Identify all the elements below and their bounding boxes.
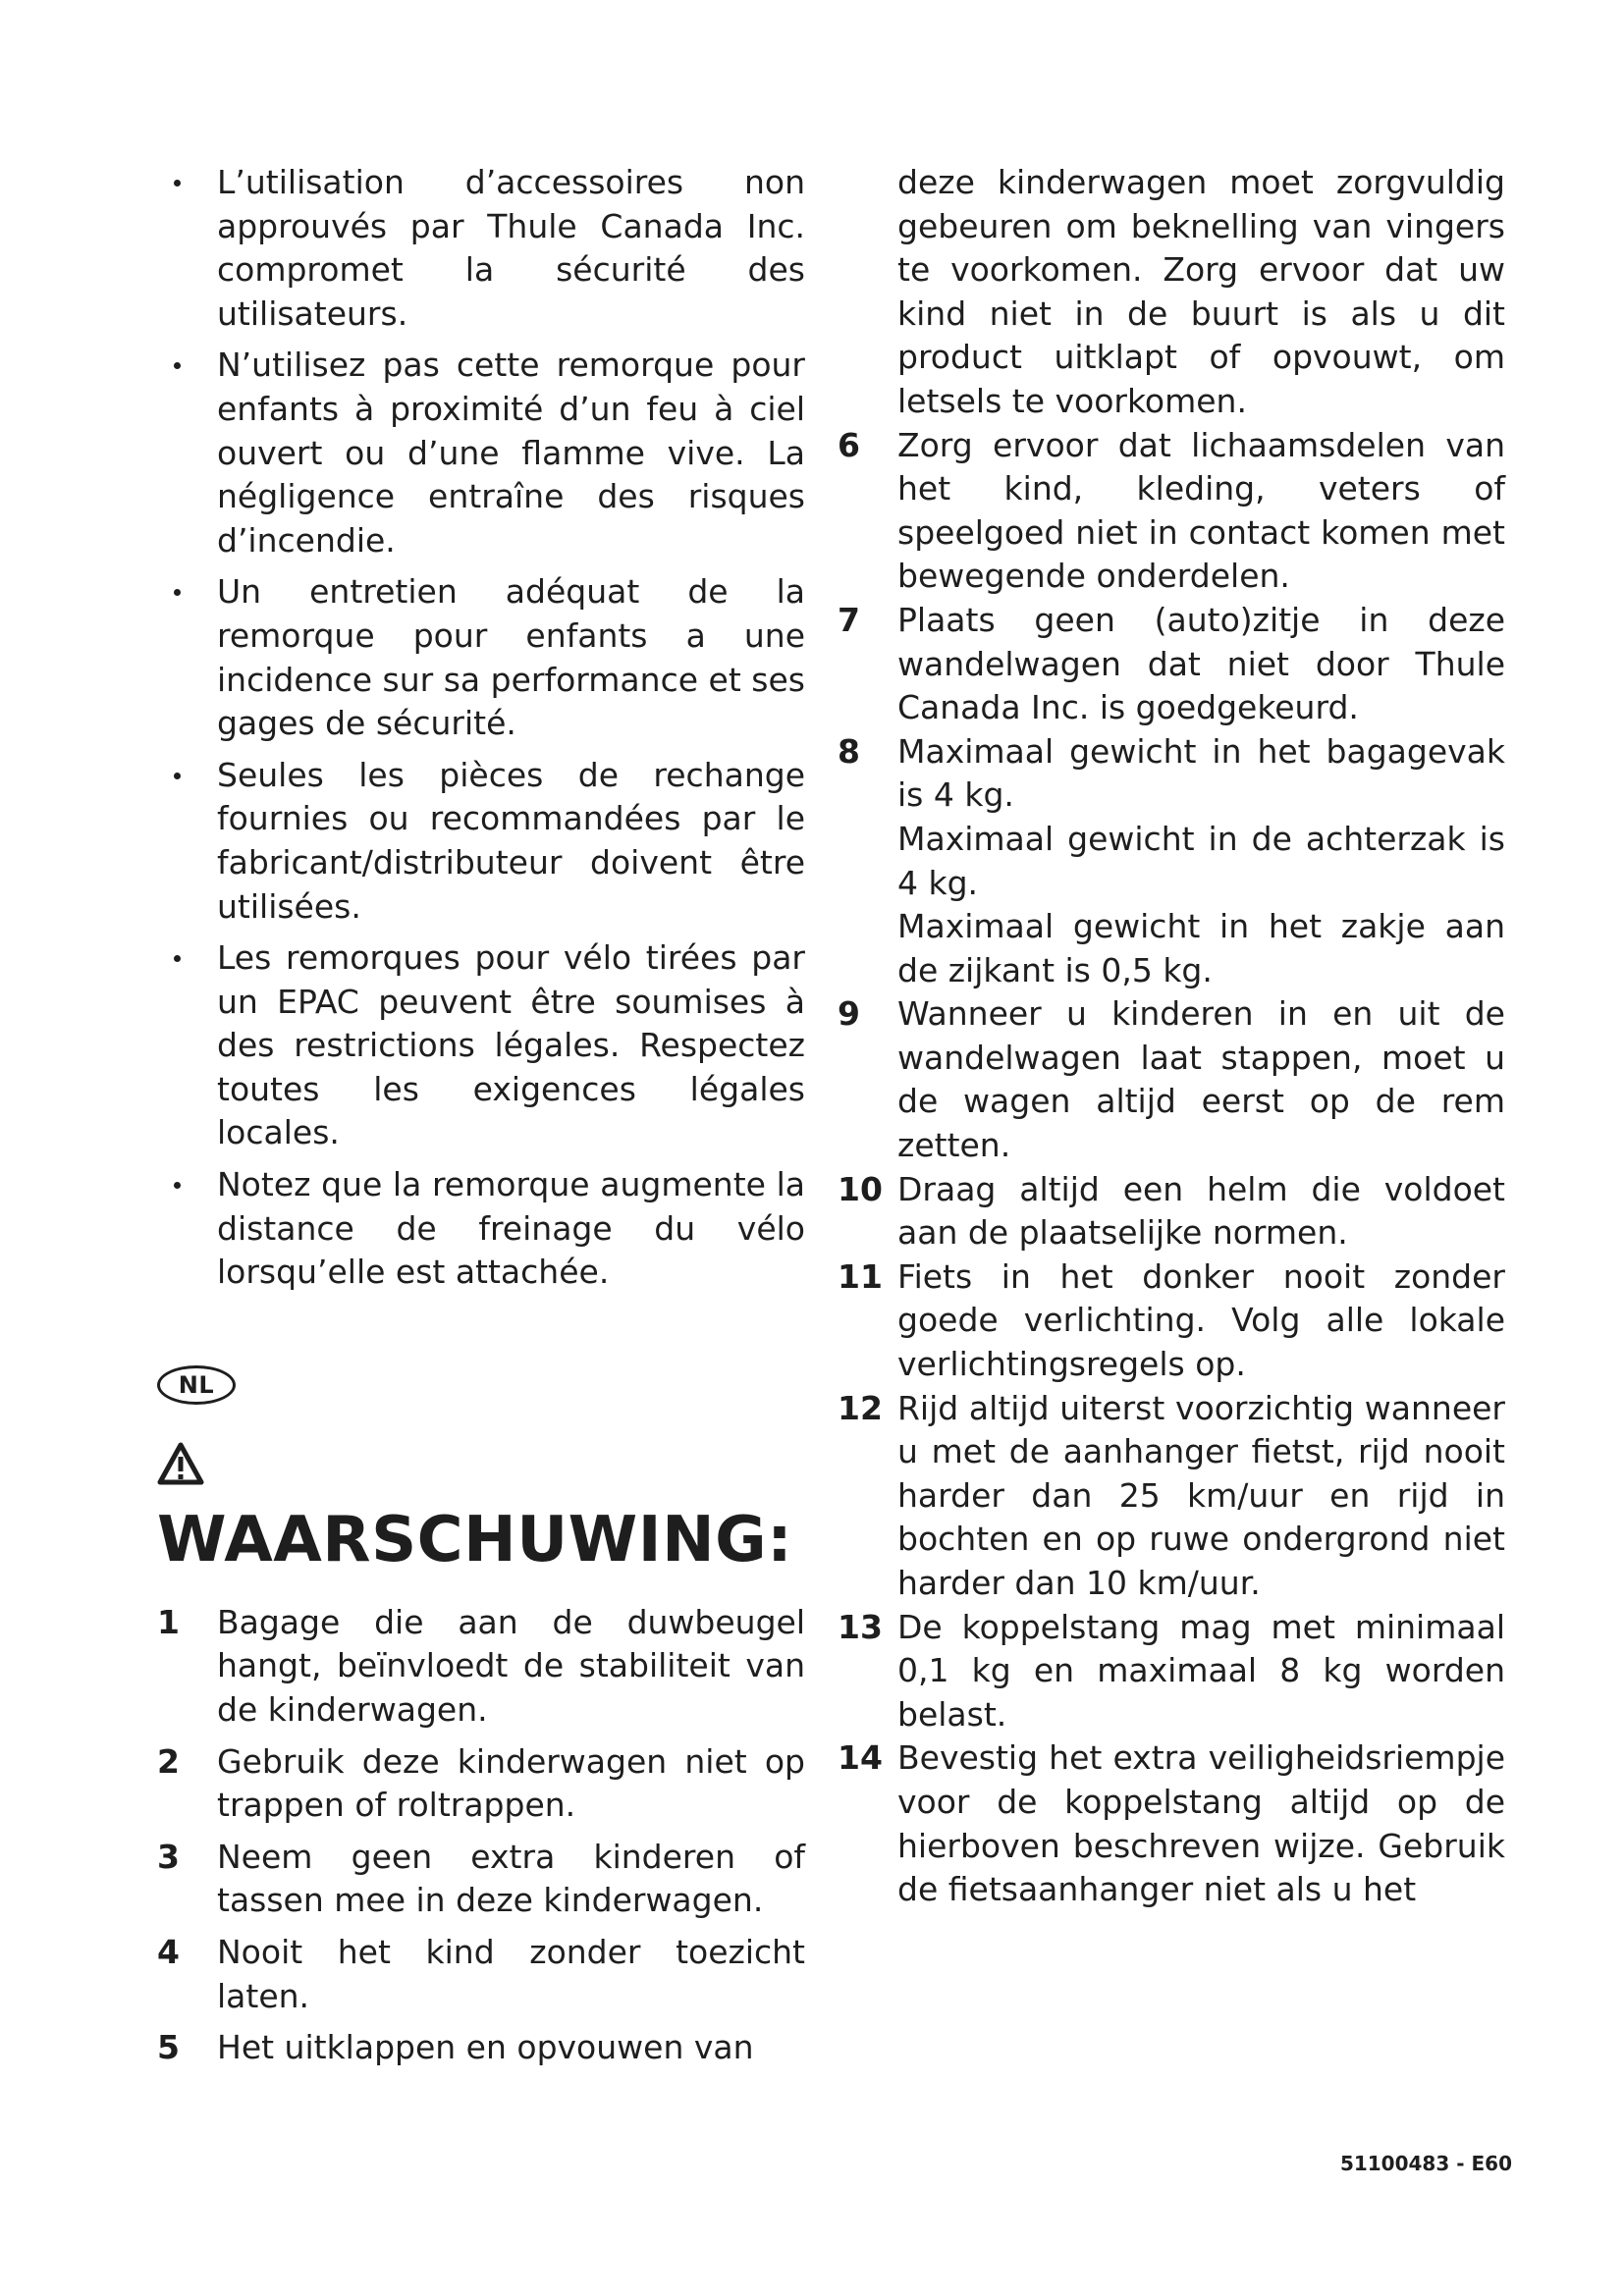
warning-item-5 (157, 2026, 805, 2070)
right-column (838, 161, 1505, 1912)
document-code: 51100483 - E60 (1339, 2152, 1512, 2175)
item-extra-text: Maximaal gewicht in de achterzak is 4 kg. (897, 819, 1505, 902)
warning-item-3 (157, 1836, 805, 1923)
item-text: Zorg ervoor dat lichaamsdelen van het kind, kleding, veters of speelgoed niet in contact komen met bewegende onderdelen. (897, 425, 1505, 596)
item-text: Plaats geen (auto)zitje in deze wandelwagen dat niet door Thule Canada Inc. is goedgekeurd. (897, 600, 1505, 727)
item-text: De koppelstang mag met minimaal 0,1 kg en maximaal 8 kg worden belast. (897, 1607, 1505, 1734)
warning-item-9 (838, 992, 1505, 1167)
warning-item-10 (838, 1168, 1505, 1255)
item-text: Maximaal gewicht in het bagagevak is 4 kg. (897, 731, 1505, 815)
item-number: 6 (838, 425, 860, 464)
warning-item-13 (838, 1606, 1505, 1737)
warning-item-8 (838, 730, 1505, 993)
warning-item-14 (838, 1736, 1505, 1911)
item-number: 12 (838, 1388, 883, 1427)
warning-item-1 (157, 1601, 805, 1733)
item-text: Rijd altijd uiterst voorzichtig wanneer u met de aanhanger fietst, rijd nooit harder dan 25 km/uur en rijd in bochten en op ruwe ondergrond niet harder dan 10 km/uur. (897, 1388, 1505, 1602)
bullet-item: N’utilisez pas cette remorque pour enfants à proximité d’un feu à ciel ouvert ou d’une flamme vive. La négligence entraîne des risques d’incendie. (157, 344, 805, 562)
warning-item-4 (157, 1931, 805, 2018)
bullet-item: Un entretien adéquat de la remorque pour enfants a une incidence sur sa performance et ses gages de sécurité. (157, 570, 805, 745)
warning-item-12 (838, 1387, 1505, 1606)
item-number: 7 (838, 600, 860, 639)
item-number: 13 (838, 1607, 883, 1646)
bullet-item: Notez que la remorque augmente la distance de freinage du vélo lorsqu’elle est attachée. (157, 1163, 805, 1295)
item-number: 8 (838, 731, 860, 771)
warning-item-2 (157, 1740, 805, 1828)
item-number: 4 (157, 1933, 180, 1971)
warning-heading: WAARSCHUWING: (157, 1503, 793, 1576)
dutch-warning-list-right (838, 424, 1505, 1912)
bullet-item: Les remorques pour vélo tirées par un EPAC peuvent être soumises à des restrictions légales. Respectez toutes les exigences légales locales. (157, 936, 805, 1155)
item-text: Draag altijd een helm die voldoet aan de plaatselijke normen. (897, 1169, 1505, 1253)
item-text: Nooit het kind zonder toezicht laten. (217, 1933, 805, 2015)
item-text: Bevestig het extra veiligheidsriempje voor de koppelstang altijd op de hierboven beschreven wijze. Gebruik de fietsaanhanger niet als u het (897, 1738, 1505, 1909)
language-badge (157, 1365, 236, 1405)
item-text: Wanneer u kinderen in en uit de wandelwagen laat stappen, moet u de wagen altijd eerst op de rem zetten. (897, 994, 1505, 1165)
warning-item-11 (838, 1255, 1505, 1387)
left-column (157, 161, 805, 2070)
item-text: Het uitklappen en opvouwen van (217, 2028, 754, 2067)
item-number: 11 (838, 1256, 883, 1296)
item-number: 14 (838, 1738, 883, 1778)
bullet-item: Seules les pièces de rechange fournies ou recommandées par le fabricant/distributeur doivent être utilisées. (157, 754, 805, 929)
item-text: Bagage die aan de duwbeugel hangt, beïnvloedt de stabiliteit van de kinderwagen. (217, 1602, 805, 1730)
item-number: 5 (157, 2028, 180, 2067)
item-number: 3 (157, 1837, 180, 1876)
french-bullet-list (157, 161, 805, 1295)
item-number: 2 (157, 1741, 180, 1781)
item-extra-text: Maximaal gewicht in het zakje aan de zijkant is 0,5 kg. (897, 907, 1505, 989)
continuation-text: deze kinderwagen moet zorgvuldig gebeuren om beknelling van vingers te voorkomen. Zorg ervoor dat uw kind niet in de buurt is als u dit product uitklapt of opvouwt, om letsels te voorkomen. (897, 163, 1505, 420)
item-text: Fiets in het donker nooit zonder goede verlichting. Volg alle lokale verlichtingsregels op. (897, 1256, 1505, 1384)
item-text: Gebruik deze kinderwagen niet op trappen of roltrappen. (217, 1741, 805, 1825)
language-badge-label: NL (178, 1370, 215, 1399)
warning-item-6 (838, 424, 1505, 599)
item-text: Neem geen extra kinderen of tassen mee in deze kinderwagen. (217, 1837, 805, 1920)
item-number: 1 (157, 1602, 180, 1641)
warning-triangle-icon (157, 1442, 204, 1485)
warning-item-7 (838, 599, 1505, 730)
item-number: 9 (838, 994, 860, 1034)
item-number: 10 (838, 1169, 883, 1208)
dutch-warning-list-left (157, 1601, 805, 2070)
bullet-item: L’utilisation d’accessoires non approuvés par Thule Canada Inc. compromet la sécurité des utilisateurs. (157, 161, 805, 336)
